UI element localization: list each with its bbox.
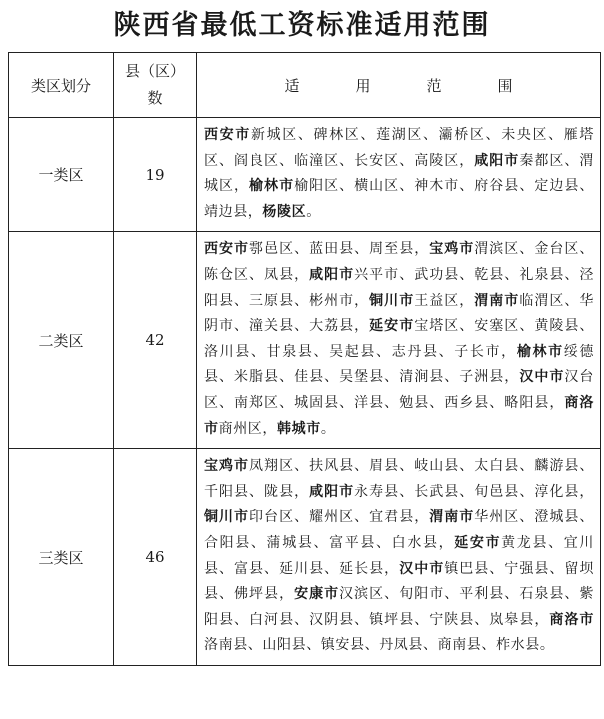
header-category: 类区划分: [9, 53, 114, 118]
county-count-cell: 42: [114, 232, 197, 449]
city-name: 汉中市: [519, 369, 565, 386]
scope-cell: [197, 232, 601, 449]
header-scope: [197, 53, 601, 118]
district-list: 汉台区、南郑区、城固县、洋县、勉县、西乡县、略阳县，: [204, 369, 594, 411]
city-name: 渭南市: [429, 509, 475, 526]
city-name: 榆林市: [516, 343, 564, 360]
table-row: [9, 232, 601, 449]
header-row: [9, 53, 601, 118]
city-name: 西安市: [204, 127, 251, 143]
city-name: 延安市: [454, 534, 502, 551]
district-list: 绥德县、米脂县、佳县、吴堡县、清涧县、子洲县，: [204, 343, 595, 386]
city-name: 宝鸡市: [429, 241, 475, 258]
city-name: 安康市: [294, 586, 340, 603]
header-scope-char: 范: [426, 76, 442, 95]
city-name: 咸阳市: [309, 266, 355, 283]
table-row: [9, 118, 601, 232]
district-list: 兴平市、武功县、乾县、礼泉县、泾阳县、三原县、彬州市，: [204, 266, 594, 309]
document-title: 陕西省最低工资标准适用范围: [113, 10, 491, 41]
category-cell: 三类区: [9, 449, 114, 666]
district-list: 镇巴县、宁强县、留坝县、佛坪县，: [204, 560, 594, 603]
district-list: 黄龙县、宜川县、富县、延川县、延长县，: [204, 534, 594, 577]
district-list: 渭滨区、金台区、陈仓区、凤县，: [204, 241, 594, 283]
district-list: 。: [320, 420, 336, 437]
city-name: 宝鸡市: [204, 458, 250, 475]
table-row: [9, 449, 601, 666]
district-list: 。: [539, 637, 555, 654]
category-cell: 二类区: [9, 232, 114, 449]
min-wage-scope-table: [8, 52, 601, 666]
city-name: 商洛市: [549, 611, 594, 628]
district-list: 印台区、耀州区、宜君县，: [249, 509, 430, 526]
scope-cell: [197, 118, 601, 232]
city-name: 铜川市: [204, 509, 250, 526]
district-list: 鄠邑区、蓝田县、周至县，: [249, 241, 430, 258]
city-name: 杨陵区: [262, 203, 307, 220]
city-name: 延安市: [369, 318, 415, 335]
district-list: 凤翔区、扶风县、眉县、岐山县、太白县、麟游县、千阳县、陇县，: [204, 458, 594, 500]
county-count-cell: 46: [114, 449, 197, 666]
city-name: 榆林市: [249, 178, 295, 195]
district-list: 华州区、澄城县、合阳县、蒲城县、富平县、白水县，: [204, 509, 594, 551]
header-scope-char: 用: [355, 76, 371, 95]
city-name: 咸阳市: [474, 152, 520, 169]
category-cell: 一类区: [9, 118, 114, 232]
district-list: 王益区，: [414, 292, 475, 309]
header-scope-char: 围: [497, 76, 513, 95]
header-scope-char: 适: [284, 76, 300, 95]
scope-cell: [197, 449, 601, 666]
city-name: 西安市: [204, 241, 250, 258]
header-county-count-line1: 县（区）: [124, 62, 185, 80]
district-list: 汉滨区、旬阳市、平利县、石泉县、紫阳县、白河县、汉阴县、镇坪县、宁陕县、岚皋县，: [204, 586, 594, 628]
header-county-count-line2: 数: [147, 89, 163, 107]
district-list: 商州区，: [218, 420, 278, 437]
city-name: 商洛市: [204, 394, 594, 437]
district-list: 秦都区、渭城区，: [204, 152, 594, 195]
city-name: 韩城市: [277, 420, 321, 437]
city-name: 铜川市: [369, 292, 415, 309]
district-list: 永寿县、长武县、旬邑县、淳化县，: [354, 483, 594, 500]
district-list: 临渭区、华阴市、潼关县、大荔县，: [204, 292, 594, 335]
city-name: 渭南市: [474, 292, 520, 309]
district-list: 宝塔区、安塞区、黄陵县、洛川县、甘泉县、吴起县、志丹县、子长市，: [204, 318, 594, 360]
district-list: 。: [306, 203, 321, 220]
district-list: 新城区、碑林区、莲湖区、灞桥区、未央区、雁塔区、阎良区、临潼区、长安区、高陵区，: [204, 127, 594, 169]
district-list: 榆阳区、横山区、神木市、府谷县、定边县、靖边县，: [204, 178, 594, 220]
city-name: 汉中市: [399, 560, 445, 577]
city-name: 咸阳市: [309, 483, 355, 500]
district-list: 洛南县、山阳县、镇安县、丹凤县、商南县、柞水县: [204, 637, 540, 654]
county-count-cell: 19: [114, 118, 197, 232]
header-county-count: [114, 53, 197, 118]
